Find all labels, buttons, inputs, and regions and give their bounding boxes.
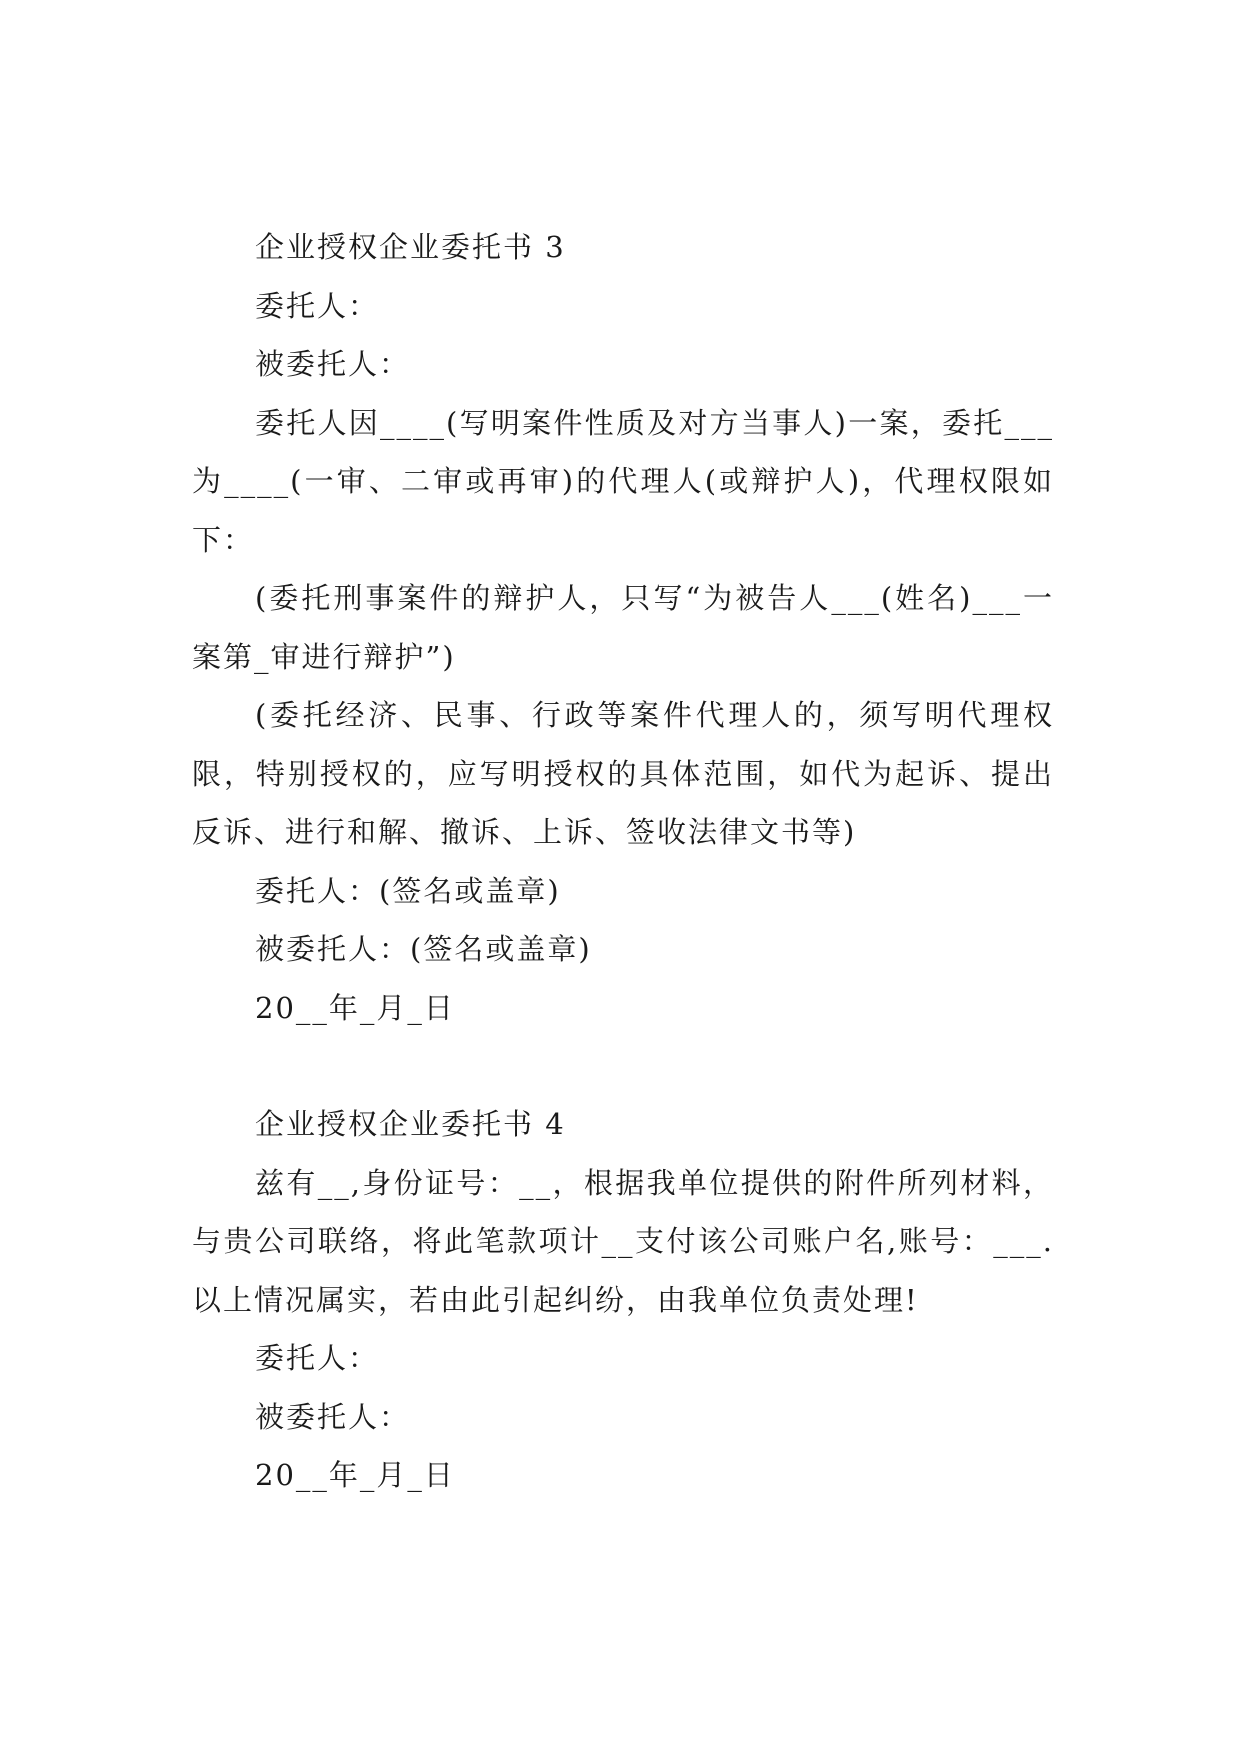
section3-client-label: 委托人：	[255, 288, 380, 323]
section3-agent-label: 被委托人：	[255, 347, 411, 381]
section3-title: 企业授权企业委托书 3	[255, 230, 566, 264]
section4-client-label: 委托人：	[255, 1341, 380, 1375]
section4-agent-label: 被委托人：	[255, 1399, 411, 1434]
section4-date: 20__年_月_日	[255, 1458, 455, 1492]
section3-client-signature: 委托人：(签名或盖章)	[255, 873, 561, 908]
section3-body: 委托人因____(写明案件性质及对方当事人)一案，委托___为____(一审、二审或再审)的代理人(或辩护人)，代理权限如下：	[192, 405, 1054, 557]
section4-title: 企业授权企业委托书 4	[255, 1107, 566, 1141]
section3-date: 20__年_月_日	[255, 990, 455, 1025]
section3-note-civil: (委托经济、民事、行政等案件代理人的，须写明代理权限，特别授权的，应写明授权的具体范围，如代为起诉、提出反诉、进行和解、撤诉、上诉、签收法律文书等)	[192, 698, 1054, 849]
section3-agent-signature: 被委托人：(签名或盖章)	[255, 932, 592, 966]
section-spacer	[192, 1037, 1054, 1095]
document-content	[192, 218, 1054, 1505]
section3-note-criminal: (委托刑事案件的辩护人，只写“为被告人___(姓名)___一案第_审进行辩护”)	[192, 581, 1054, 674]
section4-body: 兹有__,身份证号：__，根据我单位提供的附件所列材料，与贵公司联络，将此笔款项计__支付该公司账户名,账号：___.以上情况属实，若由此引起纠纷，由我单位负责处理!	[192, 1165, 1054, 1317]
